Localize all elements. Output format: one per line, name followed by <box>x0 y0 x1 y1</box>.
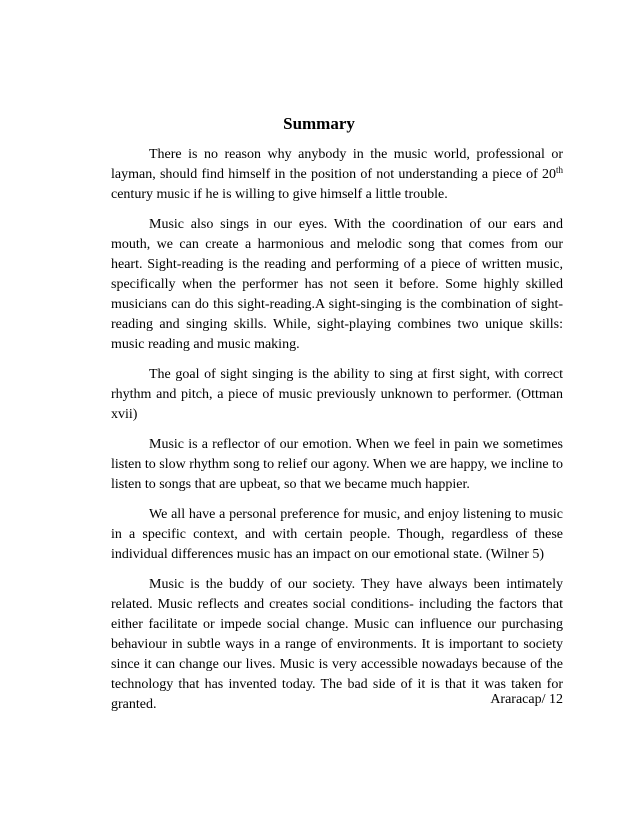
paragraph-preference: We all have a personal preference for music, and enjoy listening to music in a specific context, and with certain people. Though, regardless of these individual differences music has an impact on our emotional state. (Wilner 5) <box>111 507 563 562</box>
paragraph-sight-reading: Music also sings in our eyes. With the coordination of our ears and mouth, we can create a harmonious and melodic song that comes from our heart. Sight-reading is the reading and performing of a piece of written music, specifically when the performer has not seen it before. Some highly skilled musicians can do this sight-reading.A sight-singing is the combination of sight-reading and singing skills. While, sight-playing combines two unique skills: music reading and music making. <box>111 217 563 352</box>
document-body <box>111 145 563 725</box>
paragraph-intro-text-end: century music if he is willing to give himself a little trouble. <box>111 187 448 202</box>
ordinal-suffix: th <box>555 165 563 175</box>
page-footer: Araracap/ 12 <box>490 692 563 707</box>
page-title: Summary <box>283 114 355 133</box>
paragraph-intro-text: There is no reason why anybody in the music world, professional or layman, should find himself in the position of not understanding a piece of 20 <box>111 147 563 182</box>
paragraph-society: Music is the buddy of our society. They have always been intimately related. Music reflects and creates social conditions- including the factors that either facilitate or impede social change. Music can influence our purchasing behaviour in subtle ways in a range of environments. It is important to society since it can change our lives. Music is very accessible nowadays because of the technology that has invented today. The bad side of it is that it was taken for granted. <box>111 577 563 712</box>
paragraph-emotion: Music is a reflector of our emotion. When we feel in pain we sometimes listen to slow rhythm song to relief our agony. When we are happy, we incline to listen to songs that are upbeat, so that we became much happier. <box>111 437 563 492</box>
paragraph-sight-singing-goal: The goal of sight singing is the ability to sing at first sight, with correct rhythm and pitch, a piece of music previously unknown to performer. (Ottman xvii) <box>111 367 563 422</box>
paragraph-intro <box>111 145 563 205</box>
